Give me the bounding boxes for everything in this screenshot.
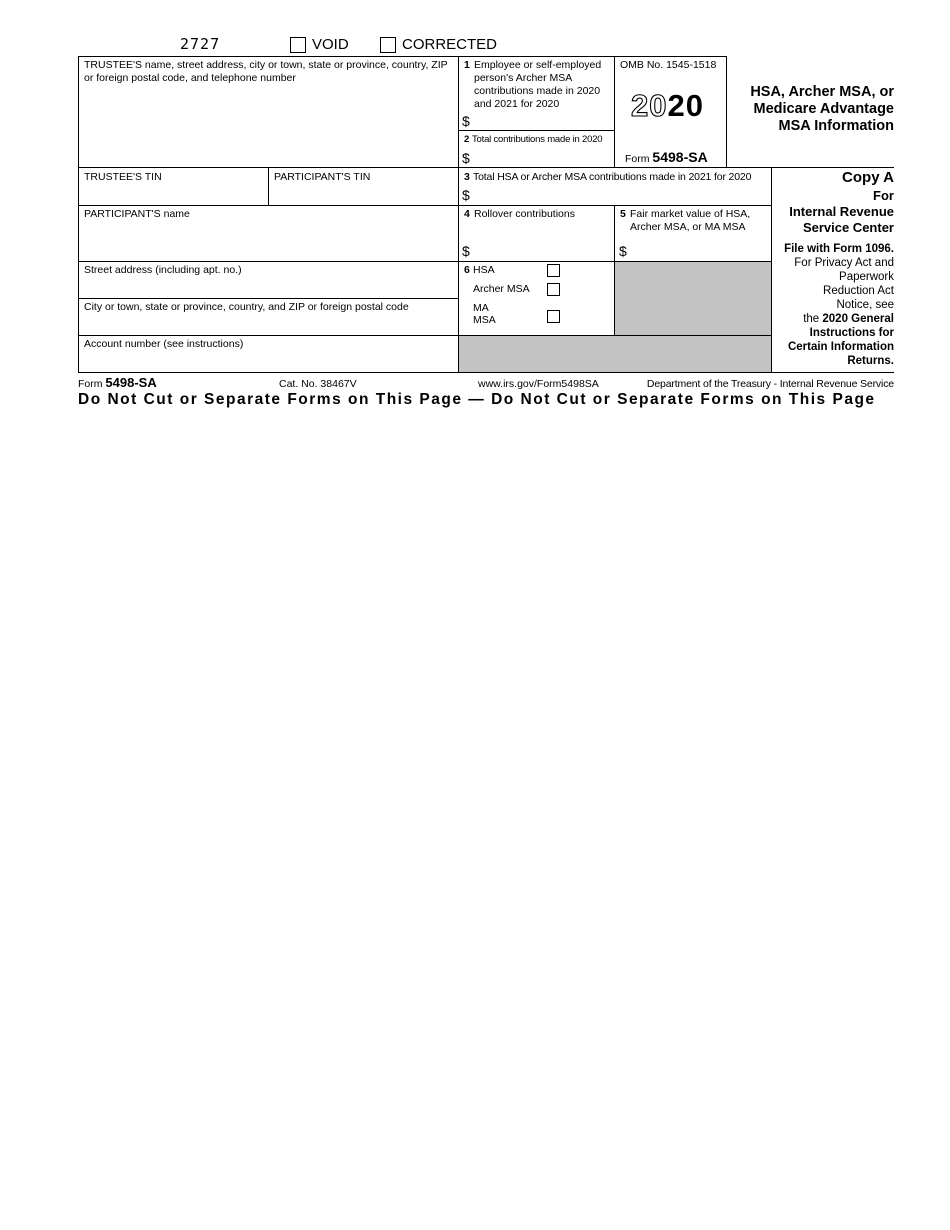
- box6-ma-line2: MSA: [473, 314, 496, 326]
- privacy-line5-bold: 2020 General: [822, 313, 894, 325]
- copy-for: For: [873, 188, 894, 203]
- box5-label: Fair market value of HSA, Archer MSA, or MA MSA: [630, 208, 751, 234]
- form-title: [728, 84, 894, 135]
- box5-dollar: $: [619, 243, 627, 259]
- copy-irs-line2: Service Center: [802, 220, 894, 235]
- omb-form-prefix: Form: [625, 153, 650, 165]
- form-title-line2: Medicare Advantage: [753, 101, 894, 117]
- tax-year-outline: 20: [631, 88, 668, 123]
- box2-label: Total contributions made in 2020: [472, 134, 603, 145]
- participant-tin-label: PARTICIPANT'S TIN: [274, 171, 371, 183]
- privacy-line4: Notice, see: [836, 299, 894, 311]
- rule: [458, 130, 614, 131]
- box4-label: Rollover contributions: [474, 208, 575, 220]
- footer-cat-no: Cat. No. 38467V: [279, 378, 357, 390]
- corrected-label: CORRECTED: [402, 36, 498, 53]
- footer-form-name: 5498-SA: [105, 375, 157, 390]
- footer-form: [78, 375, 157, 390]
- omb-form-name: 5498-SA: [652, 149, 708, 165]
- trustee-tin-label: TRUSTEE'S TIN: [84, 171, 162, 183]
- box6-ma-line1: MA: [473, 302, 489, 314]
- account-number-label: Account number (see instructions): [84, 338, 244, 350]
- copy-irs-line1: Internal Revenue: [789, 204, 894, 219]
- privacy-line7: Certain Information: [787, 341, 894, 353]
- rule: [78, 56, 726, 57]
- privacy-line1: For Privacy Act and: [794, 257, 894, 269]
- box1-number: 1: [464, 59, 470, 71]
- rule: [614, 56, 615, 167]
- shaded-area: [459, 336, 771, 372]
- box3-number: 3: [464, 171, 470, 183]
- box6-ma-checkbox[interactable]: [547, 310, 560, 323]
- copy-a-block: [772, 168, 894, 368]
- void-label: VOID: [312, 36, 349, 53]
- box3-label: Total HSA or Archer MSA contributions made in 2021 for 2020: [473, 171, 752, 183]
- privacy-line5: [772, 312, 894, 326]
- trustee-name-label: TRUSTEE'S name, street address, city or town, state or province, country, ZIP or foreign postal code, and telephone number: [84, 59, 448, 85]
- tax-year-solid: 20: [667, 88, 704, 123]
- box6-archer-label: Archer MSA: [473, 283, 530, 295]
- privacy-line2: Paperwork: [839, 271, 894, 283]
- shaded-area: [615, 262, 771, 335]
- rule: [458, 56, 459, 372]
- form-title-line3: MSA Information: [778, 118, 894, 134]
- rule: [78, 56, 79, 372]
- footer-form-prefix: Form: [78, 378, 103, 390]
- rule: [268, 167, 269, 205]
- box2-dollar: $: [462, 150, 470, 166]
- box6-hsa-label: HSA: [473, 264, 495, 276]
- privacy-line3: Reduction Act: [823, 285, 894, 297]
- rule: [78, 372, 894, 373]
- city-label: City or town, state or province, country, and ZIP or foreign postal code: [84, 301, 409, 313]
- box2-number: 2: [464, 134, 470, 145]
- street-address-label: Street address (including apt. no.): [84, 264, 242, 276]
- footer-dept: Department of the Treasury - Internal Revenue Service: [646, 378, 894, 390]
- omb-number: OMB No. 1545-1518: [620, 59, 717, 71]
- box4-dollar: $: [462, 243, 470, 259]
- form-code: 2727: [180, 35, 221, 53]
- box6-archer-checkbox[interactable]: [547, 283, 560, 296]
- form-title-line1: HSA, Archer MSA, or: [750, 84, 894, 100]
- omb-form-label: [625, 149, 708, 165]
- void-checkbox[interactable]: [290, 37, 306, 53]
- rule: [78, 205, 772, 206]
- privacy-line5-prefix: the: [803, 313, 820, 325]
- corrected-checkbox[interactable]: [380, 37, 396, 53]
- box6-ma-label: [473, 302, 496, 326]
- do-not-cut-warning: Do Not Cut or Separate Forms on This Page — Do Not Cut or Separate Forms on This Page: [78, 391, 876, 408]
- privacy-line8: Returns.: [847, 355, 894, 367]
- box6-number: 6: [464, 264, 470, 276]
- privacy-notice: [772, 256, 894, 368]
- participant-name-label: PARTICIPANT'S name: [84, 208, 190, 220]
- box5-number: 5: [620, 208, 626, 220]
- box3-dollar: $: [462, 187, 470, 203]
- box6-hsa-checkbox[interactable]: [547, 264, 560, 277]
- footer-url: www.irs.gov/Form5498SA: [478, 378, 599, 390]
- box4-number: 4: [464, 208, 470, 220]
- rule: [726, 56, 727, 167]
- tax-year: [631, 88, 704, 124]
- box1-label: Employee or self-employed person's Archer MSA contributions made in 2020 and 2021 for 2020: [474, 59, 602, 111]
- privacy-line6: Instructions for: [809, 327, 894, 339]
- copy-a-label: Copy A: [842, 169, 894, 186]
- box1-dollar: $: [462, 113, 470, 129]
- rule: [78, 298, 458, 299]
- copy-file-with: File with Form 1096.: [784, 243, 894, 255]
